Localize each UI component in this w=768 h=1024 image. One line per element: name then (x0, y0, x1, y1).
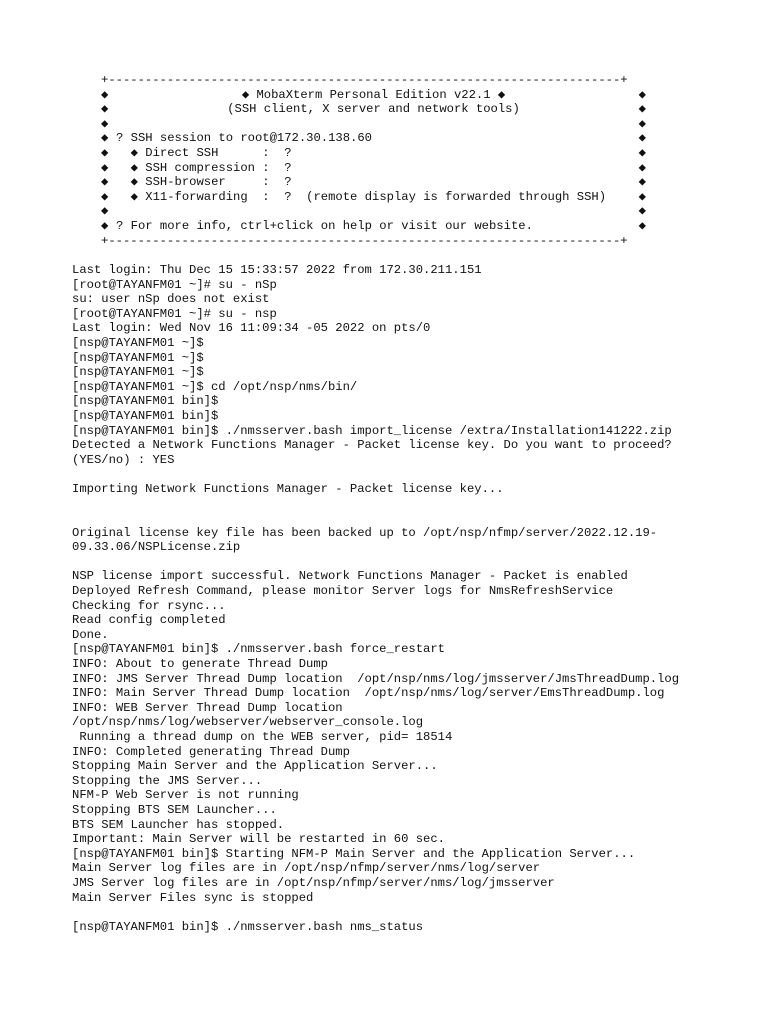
terminal-line: BTS SEM Launcher has stopped. (72, 817, 285, 832)
diamond-icon: ◆ (638, 218, 646, 233)
banner-row (101, 204, 646, 219)
terminal-line: Stopping BTS SEM Launcher... (72, 802, 277, 817)
terminal-line: Main Server log files are in /opt/nsp/nfmp/server/nms/log/server (72, 861, 541, 876)
terminal-line: NFM-P Web Server is not running (72, 788, 299, 803)
banner-row (101, 190, 646, 205)
diamond-icon: ◆ (101, 204, 109, 219)
banner-row (101, 88, 646, 103)
diamond-icon: ◆ (101, 102, 109, 117)
banner-row (101, 131, 646, 146)
diamond-icon: ◆ (638, 116, 646, 131)
diamond-icon: ◆ (101, 175, 109, 190)
terminal-line: Importing Network Functions Manager - Packet license key... (72, 481, 504, 496)
terminal-line: [nsp@TAYANFM01 bin]$ ./nmsserver.bash nms_status (72, 919, 424, 934)
terminal-line: [nsp@TAYANFM01 ~]$ (72, 365, 204, 380)
terminal-line: Detected a Network Functions Manager - Packet license key. Do you want to proceed? (72, 438, 672, 453)
terminal-line: [nsp@TAYANFM01 ~]$ (72, 335, 204, 350)
banner-session-line: ? SSH session to root@172.30.138.60 (116, 131, 372, 146)
banner-bottom-border: +----------------------------------------------------------------------+ (101, 233, 628, 248)
diamond-icon: ◆ (101, 160, 109, 175)
terminal-line: INFO: Completed generating Thread Dump (72, 744, 350, 759)
banner-row (101, 146, 646, 161)
terminal-line: [nsp@TAYANFM01 ~]$ (72, 350, 204, 365)
terminal-line (72, 511, 752, 526)
terminal-line: Stopping Main Server and the Application Server... (72, 759, 438, 774)
terminal-line: su: user nSp does not exist (72, 292, 270, 307)
terminal-line: Important: Main Server will be restarted in 60 sec. (72, 832, 445, 847)
banner-item-x11-forwarding: ◆ X11-forwarding : ? (remote display is forwarded through SSH) (116, 189, 607, 204)
diamond-icon: ◆ (638, 204, 646, 219)
terminal-line: [root@TAYANFM01 ~]# su - nSp (72, 277, 277, 292)
banner-subtitle: (SSH client, X server and network tools) (227, 102, 520, 117)
terminal-line: JMS Server log files are in /opt/nsp/nfmp/server/nms/log/jmsserver (72, 875, 555, 890)
banner-help-link[interactable]: ? For more info, ctrl+click on help or visit our website. (116, 218, 533, 233)
diamond-icon: ◆ (638, 87, 646, 102)
terminal-line: Stopping the JMS Server... (72, 773, 263, 788)
terminal-line: INFO: Main Server Thread Dump location /opt/nsp/nms/log/server/EmsThreadDump.log (72, 686, 665, 701)
terminal-line: [nsp@TAYANFM01 bin]$ (72, 408, 219, 423)
banner-item-ssh-compression: ◆ SSH compression : ? (116, 160, 292, 175)
terminal-line: INFO: JMS Server Thread Dump location /opt/nsp/nms/log/jmsserver/JmsThreadDump.log (72, 671, 680, 686)
terminal-line: 09.33.06/NSPLicense.zip (72, 540, 241, 555)
banner-item-ssh-browser: ◆ SSH-browser : ? (116, 175, 292, 190)
diamond-icon: ◆ (101, 145, 109, 160)
terminal-line: Last login: Wed Nov 16 11:09:34 -05 2022 on pts/0 (72, 321, 431, 336)
banner-row (101, 102, 646, 117)
terminal-line: Running a thread dump on the WEB server, pid= 18514 (72, 730, 453, 744)
terminal-line (72, 467, 752, 482)
diamond-icon: ◆ (101, 218, 109, 233)
terminal-line: Deployed Refresh Command, please monitor Server logs for NmsRefreshService (72, 584, 614, 599)
banner-row (101, 161, 646, 176)
diamond-icon: ◆ (638, 131, 646, 146)
terminal-line: [nsp@TAYANFM01 ~]$ cd /opt/nsp/nms/bin/ (72, 379, 358, 394)
diamond-icon: ◆ (638, 145, 646, 160)
terminal-line: Read config completed (72, 613, 226, 628)
diamond-icon: ◆ (101, 131, 109, 146)
banner-row (101, 117, 646, 132)
terminal-line: Checking for rsync... (72, 598, 226, 613)
terminal-line: [root@TAYANFM01 ~]# su - nsp (72, 306, 277, 321)
mobaxterm-welcome-banner (101, 73, 646, 248)
terminal-line: NSP license import successful. Network Functions Manager - Packet is enabled (72, 569, 628, 584)
diamond-icon: ◆ (638, 160, 646, 175)
banner-title: ◆ MobaXterm Personal Edition v22.1 ◆ (241, 87, 506, 102)
terminal-line (72, 905, 752, 920)
terminal-line: INFO: WEB Server Thread Dump location (72, 700, 343, 715)
banner-row (101, 175, 646, 190)
banner-top-border: +----------------------------------------------------------------------+ (101, 73, 628, 87)
terminal-line: Main Server Files sync is stopped (72, 890, 314, 905)
terminal-line: Done. (72, 627, 109, 642)
terminal-line: (YES/no) : YES (72, 452, 175, 467)
terminal-line: [nsp@TAYANFM01 bin]$ (72, 394, 219, 409)
banner-item-direct-ssh: ◆ Direct SSH : ? (116, 145, 292, 160)
terminal-output[interactable] (72, 263, 752, 934)
terminal-line (72, 497, 752, 512)
diamond-icon: ◆ (101, 189, 109, 204)
terminal-line: [nsp@TAYANFM01 bin]$ Starting NFM-P Main Server and the Application Server... (72, 846, 636, 861)
diamond-icon: ◆ (638, 102, 646, 117)
terminal-line (72, 555, 752, 570)
diamond-icon: ◆ (101, 116, 109, 131)
terminal-line: [nsp@TAYANFM01 bin]$ ./nmsserver.bash force_restart (72, 642, 445, 657)
terminal-line: /opt/nsp/nms/log/webserver/webserver_console.log (72, 715, 424, 730)
diamond-icon: ◆ (638, 189, 646, 204)
diamond-icon: ◆ (638, 175, 646, 190)
terminal-line: [nsp@TAYANFM01 bin]$ ./nmsserver.bash import_license /extra/Installation141222.zip (72, 423, 672, 438)
banner-row (101, 219, 646, 234)
terminal-line: Last login: Thu Dec 15 15:33:57 2022 from 172.30.211.151 (72, 263, 482, 277)
diamond-icon: ◆ (101, 87, 109, 102)
terminal-line: Original license key file has been backed up to /opt/nsp/nfmp/server/2022.12.19- (72, 525, 658, 540)
terminal-line: INFO: About to generate Thread Dump (72, 657, 328, 672)
